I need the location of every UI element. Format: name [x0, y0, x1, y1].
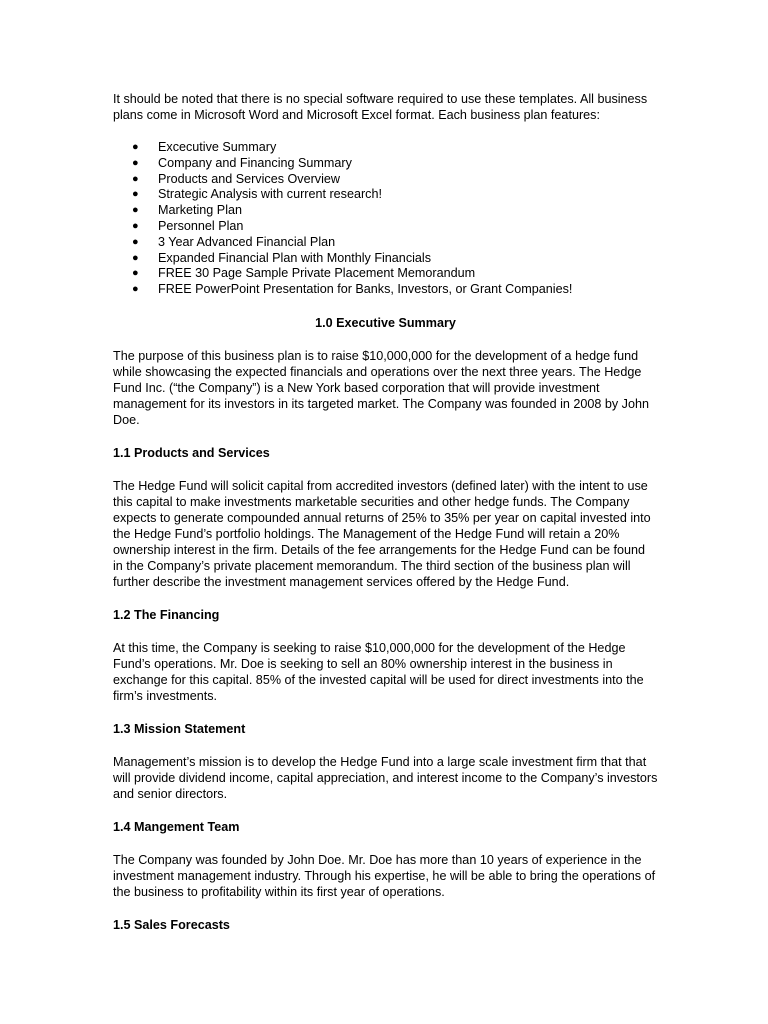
feature-label: Excecutive Summary: [158, 140, 277, 154]
intro-paragraph: It should be noted that there is no special software required to use these templates. All business plans come in Microsoft Word and Microsoft Excel format. Each business plan features:: [113, 92, 648, 122]
bullet-icon: ●: [132, 172, 139, 185]
document-page: [113, 91, 658, 950]
feature-item: [113, 219, 658, 235]
financing-heading: 1.2 The Financing: [113, 607, 220, 622]
management-heading: 1.4 Mangement Team: [113, 819, 240, 834]
features-list: [113, 140, 658, 298]
management-body: The Company was founded by John Doe. Mr. Doe has more than 10 years of experience in the investment management industry. Through his expertise, he will be able to bring the operations of the business to profitability within its first year of operations.: [113, 852, 656, 899]
feature-label: Personnel Plan: [158, 218, 244, 233]
executive-summary-heading: 1.0 Executive Summary: [315, 315, 456, 330]
feature-item: [113, 282, 658, 298]
feature-label: Marketing Plan: [158, 203, 242, 218]
feature-label: Products and Services Overview: [158, 171, 340, 186]
feature-item: [113, 266, 658, 282]
bullet-icon: ●: [132, 251, 139, 264]
feature-item: [113, 203, 658, 219]
bullet-icon: ●: [132, 188, 139, 201]
executive-summary-body: The purpose of this business plan is to raise $10,000,000 for the development of a hedge fund while showcasing the expected financials and operations over the next three years. The Hedge Fund Inc. (“the Company”) is a New York based corporation that will provide investment management for its investors in its targeted market. The Company was founded in 2008 by John Doe.: [113, 348, 649, 427]
feature-item: [113, 235, 658, 251]
feature-item: [113, 187, 658, 203]
bullet-icon: ●: [132, 219, 139, 232]
bullet-icon: ●: [132, 283, 139, 296]
feature-label: FREE 30 Page Sample Private Placement Memorandum: [158, 266, 476, 281]
bullet-icon: ●: [132, 267, 139, 280]
mission-body: Management’s mission is to develop the Hedge Fund into a large scale investment firm that that will provide dividend income, capital appreciation, and interest income to the Company’s investors and senior directors.: [113, 754, 658, 801]
feature-item: [113, 172, 658, 188]
bullet-icon: ●: [132, 204, 139, 217]
bullet-icon: ●: [132, 141, 139, 153]
feature-item: [113, 140, 658, 156]
sales-forecasts-heading: 1.5 Sales Forecasts: [113, 917, 230, 932]
feature-label: 3 Year Advanced Financial Plan: [158, 234, 336, 249]
mission-heading: 1.3 Mission Statement: [113, 721, 246, 736]
bullet-icon: ●: [132, 235, 139, 248]
feature-item: [113, 156, 658, 172]
feature-label: Strategic Analysis with current research!: [158, 187, 382, 202]
feature-item: [113, 251, 658, 267]
products-services-body: The Hedge Fund will solicit capital from accredited investors (defined later) with the intent to use this capital to make investments marketable securities and other hedge funds. The Company expects to generate compounded annual returns of 25% to 35% per year on capital invested into the Hedge Fund’s portfolio holdings. The Management of the Hedge Fund will retain a 20% ownership interest in the firm. Details of the fee arrangements for the Hedge Fund can be found in the Company’s private placement memorandum. The third section of the business plan will further describe the investment management services offered by the Hedge Fund.: [113, 478, 651, 589]
feature-label: FREE PowerPoint Presentation for Banks, Investors, or Grant Companies!: [158, 282, 573, 297]
products-services-heading: 1.1 Products and Services: [113, 445, 270, 460]
bullet-icon: ●: [132, 156, 139, 169]
financing-body: At this time, the Company is seeking to raise $10,000,000 for the development of the Hedge Fund’s operations. Mr. Doe is seeking to sell an 80% ownership interest in the business in exchange for this capital. 85% of the invested capital will be used for direct investments into the firm’s investments.: [113, 640, 644, 703]
feature-label: Company and Financing Summary: [158, 155, 352, 170]
feature-label: Expanded Financial Plan with Monthly Financials: [158, 250, 432, 265]
